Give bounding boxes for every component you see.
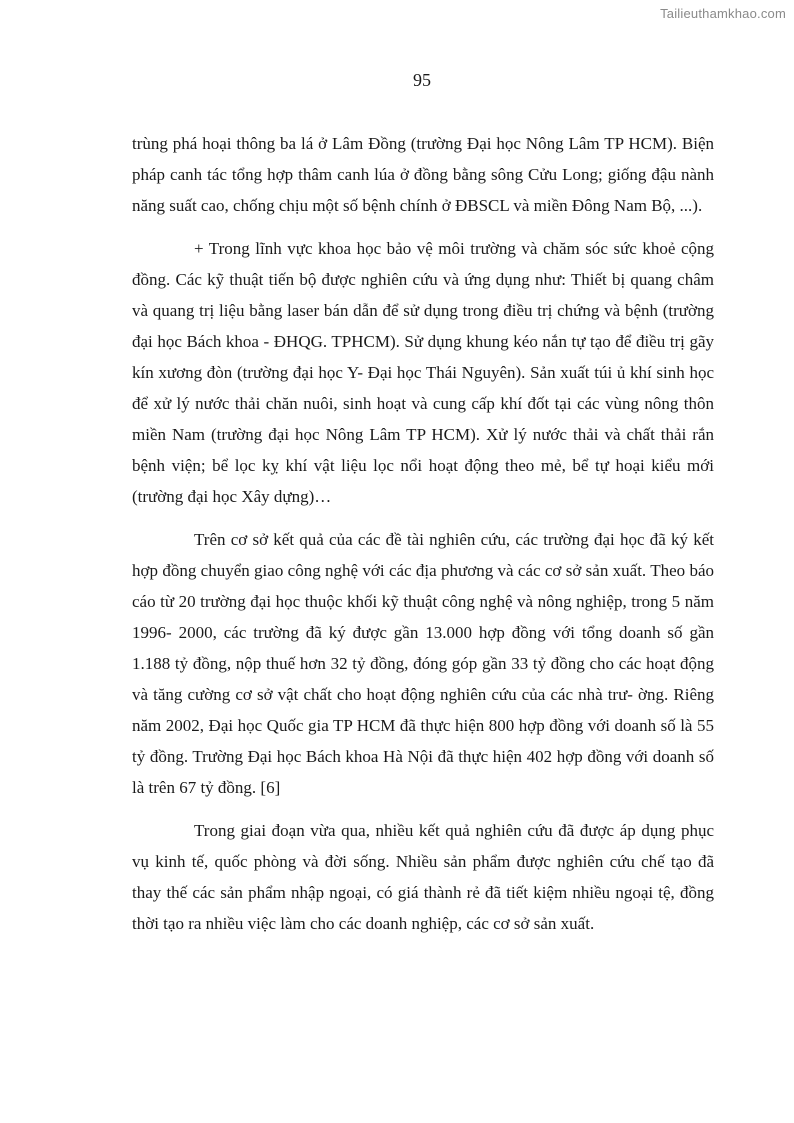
page-number: 95 [413, 70, 431, 90]
document-body [132, 128, 714, 939]
paragraph-environment-health: + Trong lĩnh vực khoa học bảo vệ môi trường và chăm sóc sức khoẻ cộng đồng. Các kỹ thuật tiến bộ được nghiên cứu và ứng dụng như: Thiết bị quang châm và quang trị liệu bằng laser bán dẫn để sử dụng trong điều trị chứng và bệnh (trường đại học Bách khoa - ĐHQG. TPHCM). Sử dụng khung kéo nắn tự tạo để điều trị gãy kín xương đòn (trường đại học Y- Đại học Thái Nguyên). Sản xuất túi ủ khí sinh học để xử lý nước thải chăn nuôi, sinh hoạt và cung cấp khí đốt tại các vùng nông thôn miền Nam (trường đại học Nông Lâm TP HCM). Xử lý nước thải và chất thải rắn bệnh viện; bể lọc kỵ khí vật liệu lọc nổi hoạt động theo mẻ, bể tự hoại kiểu mới (trường đại học Xây dựng)… [132, 239, 714, 506]
watermark: Tailieuthamkhao.com [660, 6, 786, 21]
paragraph-continuation: trùng phá hoại thông ba lá ở Lâm Đồng (trường Đại học Nông Lâm TP HCM). Biện pháp canh tác tổng hợp thâm canh lúa ở đồng bằng sông Cửu Long; giống đậu nành năng suất cao, chống chịu một số bệnh chính ở ĐBSCL và miền Đông Nam Bộ, ...). [132, 134, 714, 215]
paragraph-applications: Trong giai đoạn vừa qua, nhiều kết quả nghiên cứu đã được áp dụng phục vụ kinh tế, quốc phòng và đời sống. Nhiều sản phẩm được nghiên cứu chế tạo đã thay thế các sản phẩm nhập ngoại, có giá thành rẻ đã tiết kiệm nhiều ngoại tệ, đồng thời tạo ra nhiều việc làm cho các doanh nghiệp, các cơ sở sản xuất. [132, 821, 714, 933]
paragraph-technology-transfer: Trên cơ sở kết quả của các đề tài nghiên cứu, các trường đại học đã ký kết hợp đồng chuyển giao công nghệ với các địa phương và các cơ sở sản xuất. Theo báo cáo từ 20 trường đại học thuộc khối kỹ thuật công nghệ và nông nghiệp, trong 5 năm 1996- 2000, các trường đã ký được gần 13.000 hợp đồng với tổng doanh số gần 1.188 tỷ đồng, nộp thuế hơn 32 tỷ đồng, đóng góp gần 33 tỷ đồng cho các hoạt động và tăng cường cơ sở vật chất cho hoạt động nghiên cứu của các nhà trư- ờng. Riêng năm 2002, Đại học Quốc gia TP HCM đã thực hiện 800 hợp đồng với doanh số là 55 tỷ đồng. Trường Đại học Bách khoa Hà Nội đã thực hiện 402 hợp đồng với doanh số là trên 67 tỷ đồng. [6] [132, 530, 714, 797]
